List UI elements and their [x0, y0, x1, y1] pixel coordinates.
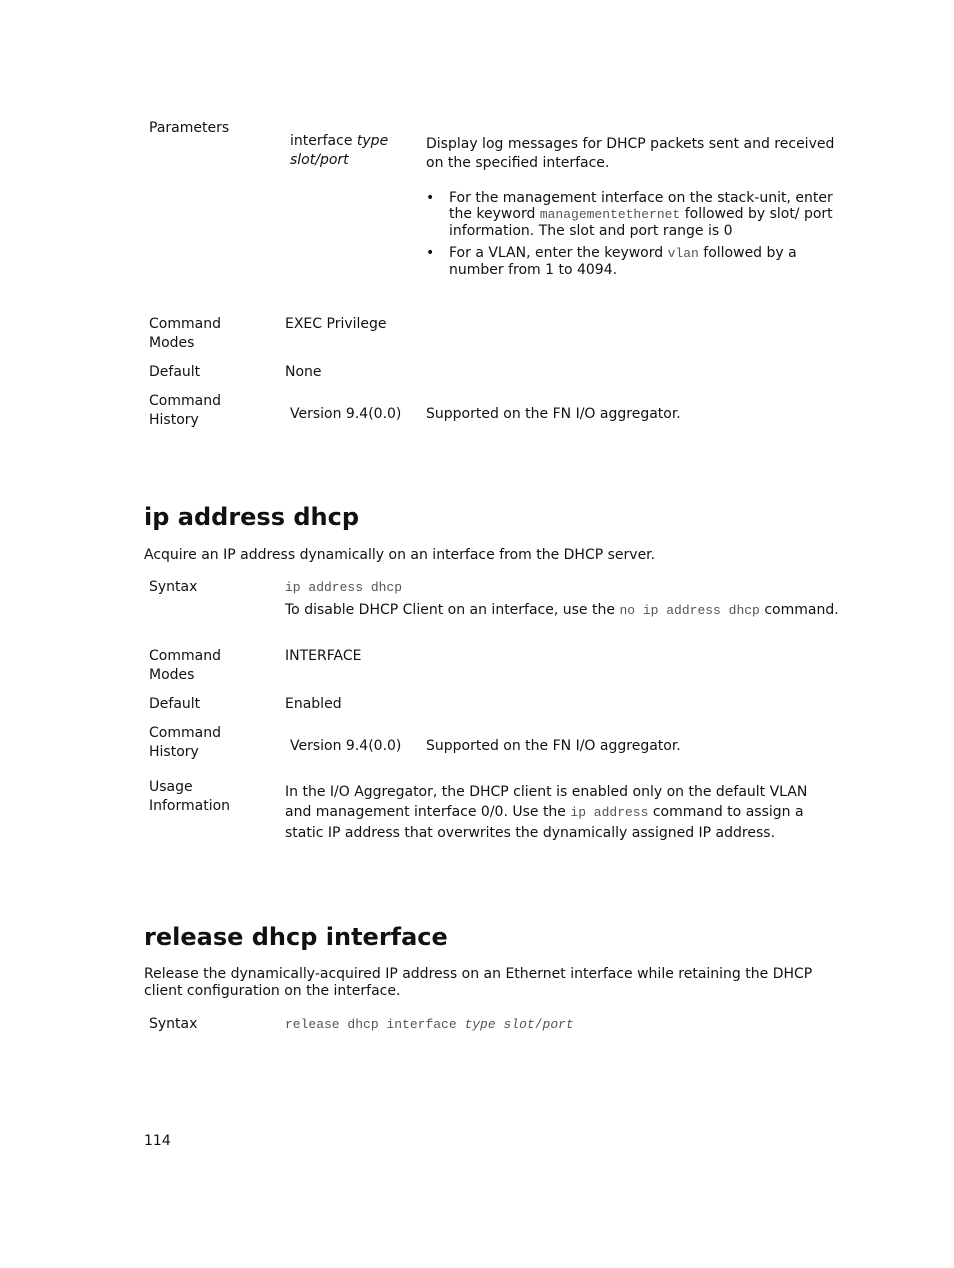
- parameter-description: Display log messages for DHCP packets sent and received on the specified interface.: [426, 136, 835, 171]
- label-line: Command: [149, 725, 221, 741]
- label-line: Command: [149, 648, 221, 664]
- syntax-keyword: release dhcp interface: [285, 1017, 457, 1032]
- usage-information-text: [285, 782, 820, 843]
- label-line: Information: [149, 798, 231, 814]
- command-history-label: [149, 724, 274, 762]
- command-modes-value: INTERFACE: [285, 648, 362, 664]
- bullet-text: followed by slot/ port information. The slot and port range is 0: [449, 206, 833, 239]
- history-description: Supported on the FN I/O aggregator.: [426, 406, 681, 422]
- default-label: Default: [149, 364, 201, 380]
- bullet-text: followed by a number from 1 to 4094.: [449, 245, 797, 278]
- keyword-code: managementethernet: [539, 207, 681, 222]
- bullet-item: [449, 190, 834, 239]
- history-version: Version 9.4(0.0): [290, 738, 402, 754]
- label-line: History: [149, 744, 199, 760]
- bullet-text: For the management interface on the stack-unit, enter the keyword: [449, 190, 833, 222]
- section-title-ip-address-dhcp: ip address dhcp: [144, 503, 360, 531]
- section-title-release-dhcp-interface: release dhcp interface: [144, 923, 448, 951]
- keyword-code: no ip address dhcp: [619, 603, 760, 618]
- usage-text: In the I/O Aggregator, the DHCP client is enabled only on the default VLAN and management interface 0/0. Use the: [285, 784, 808, 820]
- label-line: History: [149, 412, 199, 428]
- bullet-dot: •: [426, 190, 435, 206]
- command-history-label: [149, 392, 274, 430]
- param-slot-port: slot/port: [290, 152, 349, 168]
- syntax-label: Syntax: [149, 579, 198, 595]
- keyword-code: ip address: [570, 805, 649, 820]
- label-line: Command: [149, 316, 221, 332]
- label-line: Usage: [149, 779, 193, 795]
- param-keyword: interface: [290, 133, 353, 149]
- command-modes-label: [149, 647, 274, 685]
- syntax-arg-type: type: [464, 1017, 496, 1032]
- usage-text: command to assign a static IP address that overwrites the dynamically assigned IP address.: [285, 804, 804, 841]
- label-line: Modes: [149, 667, 195, 683]
- keyword-code: vlan: [667, 246, 699, 261]
- syntax-code: ip address dhcp: [285, 580, 403, 595]
- history-description: Supported on the FN I/O aggregator.: [426, 738, 681, 754]
- label-line: Command: [149, 393, 221, 409]
- history-version: Version 9.4(0.0): [290, 406, 402, 422]
- note-text: command.: [764, 602, 839, 618]
- command-modes-label: [149, 315, 274, 353]
- disable-note: [285, 601, 845, 620]
- parameters-label: Parameters: [149, 120, 230, 136]
- syntax-code: [285, 1015, 574, 1034]
- label-line: Modes: [149, 335, 195, 351]
- syntax-arg-port: port: [542, 1017, 574, 1032]
- page-number: 114: [144, 1133, 171, 1149]
- section-intro: Release the dynamically-acquired IP address on an Ethernet interface while retaining the DHCP client configuration on the interface.: [144, 966, 813, 999]
- syntax-arg-slot: slot: [503, 1017, 535, 1032]
- bullet-dot: •: [426, 245, 435, 261]
- command-modes-value: EXEC Privilege: [285, 316, 387, 332]
- param-type: type: [356, 133, 389, 149]
- note-text: To disable DHCP Client on an interface, use the: [285, 602, 615, 618]
- section-intro: Acquire an IP address dynamically on an interface from the DHCP server.: [144, 547, 656, 563]
- syntax-separator: /: [534, 1017, 543, 1032]
- bullet-text: For a VLAN, enter the keyword: [449, 245, 664, 261]
- usage-information-label: [149, 778, 274, 816]
- syntax-label: Syntax: [149, 1016, 198, 1032]
- default-value: None: [285, 364, 322, 380]
- default-label: Default: [149, 696, 201, 712]
- default-value: Enabled: [285, 696, 342, 712]
- bullet-item: [449, 245, 834, 278]
- parameter-name: [290, 132, 415, 170]
